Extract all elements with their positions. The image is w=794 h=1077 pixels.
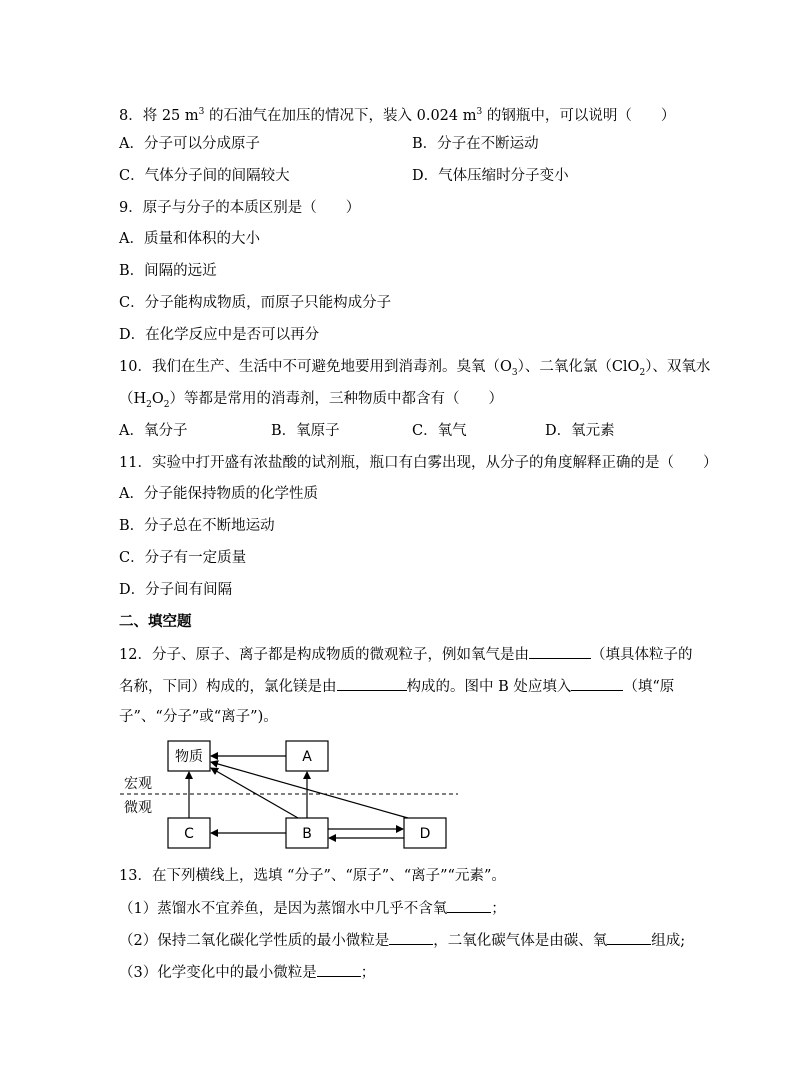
q11-option-c[interactable]: C．分子有一定质量	[119, 550, 247, 566]
q13-sub3-tail: ；	[360, 965, 376, 981]
q12-text-1-tail: （填具体粒子的	[590, 647, 693, 663]
q13-sub3-text: （3）化学变化中的最小微粒是	[119, 965, 317, 981]
label-b: B	[302, 826, 312, 842]
label-macro: 宏观	[124, 776, 152, 792]
q12-text-2a: 名称，下同）构成的，氯化镁是由	[119, 679, 337, 695]
q13-blank-3[interactable]	[607, 930, 651, 945]
q8-sup1: 3	[198, 107, 205, 117]
q12-blank-2[interactable]	[337, 676, 407, 691]
q13-sub1-text: （1）蒸馏水不宜养鱼，是因为蒸馏水中几乎不含氧	[119, 901, 448, 917]
q10-option-d[interactable]: D．氧元素	[545, 423, 615, 439]
q13-sub2-text-a: （2）保持二氧化碳化学性质的最小微粒是	[119, 933, 390, 949]
q12-text-1: 12．分子、原子、离子都是构成物质的微观粒子，例如氧气是由	[119, 647, 529, 663]
q10-option-c[interactable]: C．氧气	[412, 423, 467, 439]
q11-stem: 11．实验中打开盛有浓盐酸的试剂瓶，瓶口有白雾出现，从分子的角度解释正确的是（ ）	[119, 455, 718, 471]
q10-text-2b: O	[151, 391, 164, 407]
q10-text-1a: 10．我们在生产、生活中不可避免地要用到消毒剂。臭氧（O	[119, 359, 512, 375]
q13-sub3	[119, 962, 375, 983]
label-d: D	[419, 826, 431, 842]
q10-text-2a: （H	[119, 391, 147, 407]
q12-text-2c: （填“原	[623, 679, 675, 695]
q10-sub-o: 2	[163, 399, 170, 410]
label-micro: 微观	[124, 800, 152, 816]
q10-text-2c: ）等都是常用的消毒剂，三种物质中都含有（ ）	[169, 391, 504, 407]
q9-stem: 9．原子与分子的本质区别是（ ）	[119, 200, 361, 216]
q8-stem-part3: 的钢瓶中，可以说明（ ）	[482, 107, 676, 124]
q13-blank-2[interactable]	[389, 930, 433, 945]
q10-text-1c: ）、双氧水	[645, 359, 711, 375]
q10-stem-line1	[119, 357, 710, 383]
q10-text-1b: ）、二氧化氯（ClO	[517, 359, 640, 375]
q9-option-d[interactable]: D．在化学反应中是否可以再分	[119, 327, 320, 343]
q10-sub-clo2: 2	[639, 367, 646, 378]
q10-sub-h: 2	[146, 399, 152, 410]
q9-option-b[interactable]: B．间隔的远近	[119, 263, 217, 279]
q12-blank-1[interactable]	[529, 644, 591, 659]
q13-sub2-text-b: ，二氧化碳气体是由碳、氧	[433, 933, 608, 949]
q8-stem-part2: 的石油气在加压的情况下，装入 0.024 m	[204, 107, 477, 124]
q8-stem	[119, 102, 675, 126]
q13-sub1-tail: ；	[491, 901, 506, 917]
q13-sub1	[119, 898, 506, 919]
q10-option-b[interactable]: B．氧原子	[271, 423, 340, 439]
q12-line2	[119, 676, 674, 697]
q12-text-2b: 构成的。图中 B 处应填入	[406, 679, 572, 695]
q8-option-a[interactable]: A．分子可以分成原子	[119, 136, 260, 152]
q8-stem-part1: 8．将 25 m	[119, 107, 199, 124]
q13-sub2	[119, 930, 685, 951]
label-c: C	[184, 826, 194, 842]
q9-option-a[interactable]: A．质量和体积的大小	[119, 231, 260, 247]
arrow-b-to-matter	[211, 768, 298, 818]
q8-sup2: 3	[476, 107, 483, 117]
particle-diagram	[118, 738, 463, 856]
q10-option-a[interactable]: A．氧分子	[119, 423, 188, 439]
q12-line1	[119, 644, 692, 665]
q9-option-c[interactable]: C．分子能构成物质，而原子只能构成分子	[119, 295, 392, 311]
label-matter: 物质	[175, 749, 203, 765]
q12-line3: 子”、“分子”或“离子”)。	[119, 709, 278, 725]
q13-sub2-text-c: 组成;	[651, 933, 686, 949]
q13-blank-1[interactable]	[447, 898, 491, 913]
q8-option-b[interactable]: B．分子在不断运动	[412, 136, 539, 152]
q12-blank-3[interactable]	[571, 676, 623, 691]
q11-option-b[interactable]: B．分子总在不断地运动	[119, 518, 275, 534]
q10-sub-o3: 3	[511, 367, 518, 378]
q11-option-a[interactable]: A．分子能保持物质的化学性质	[119, 486, 318, 502]
q8-option-c[interactable]: C．气体分子间的间隔较大	[119, 168, 290, 184]
section-title: 二、填空题	[119, 614, 192, 630]
q8-option-d[interactable]: D．气体压缩时分子变小	[412, 168, 569, 184]
q13-blank-4[interactable]	[317, 962, 361, 977]
label-a: A	[302, 749, 312, 765]
q11-option-d[interactable]: D．分子间有间隔	[119, 582, 233, 598]
q13-stem: 13．在下列横线上，选填 “分子”、“原子”、“离子”“元素”。	[119, 868, 506, 884]
q10-stem-line2	[119, 389, 503, 415]
